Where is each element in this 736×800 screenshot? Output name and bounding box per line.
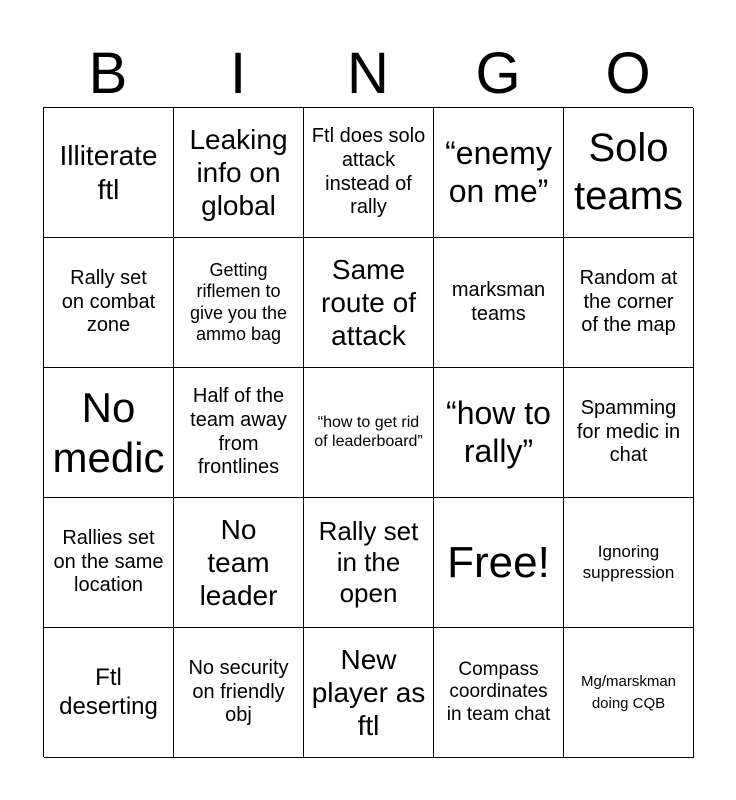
cell-text: Ftl does solo attack instead of rally bbox=[311, 125, 426, 219]
bingo-cell-r4c3[interactable] bbox=[304, 498, 434, 628]
cell-text: Same route of attack bbox=[321, 253, 416, 352]
bingo-cell-r1c5[interactable] bbox=[564, 108, 694, 238]
bingo-cell-r2c5[interactable] bbox=[564, 238, 694, 368]
cell-text: Free! bbox=[447, 537, 550, 587]
bingo-cell-r4c4[interactable] bbox=[434, 498, 564, 628]
bingo-cell-r4c2[interactable] bbox=[174, 498, 304, 628]
header-letter-n: N bbox=[347, 41, 389, 106]
cell-text: No team leader bbox=[199, 513, 278, 612]
cell-text: New player as ftl bbox=[311, 643, 426, 742]
bingo-cell-r3c5[interactable] bbox=[564, 368, 694, 498]
bingo-cell-r5c1[interactable] bbox=[44, 628, 174, 758]
bingo-cell-r4c1[interactable] bbox=[44, 498, 174, 628]
cell-text: Getting riflemen to give you the ammo bag bbox=[189, 260, 288, 344]
bingo-cell-r4c5[interactable] bbox=[564, 498, 694, 628]
cell-text: Rally set in the open bbox=[318, 516, 419, 608]
bingo-cell-r2c3[interactable] bbox=[304, 238, 434, 368]
cell-text: marksman teams bbox=[451, 278, 546, 325]
bingo-cell-r5c3[interactable] bbox=[304, 628, 434, 758]
cell-text: Illiterate ftl bbox=[59, 140, 158, 205]
cell-text: Random at the corner of the map bbox=[579, 267, 678, 337]
bingo-cell-r2c2[interactable] bbox=[174, 238, 304, 368]
bingo-cell-r2c4[interactable] bbox=[434, 238, 564, 368]
cell-text: Compass coordinates in team chat bbox=[446, 658, 551, 725]
cell-text: Solo teams bbox=[574, 126, 683, 218]
bingo-cell-r1c4[interactable] bbox=[434, 108, 564, 238]
bingo-cell-r5c5[interactable] bbox=[564, 628, 694, 758]
bingo-cell-r5c2[interactable] bbox=[174, 628, 304, 758]
cell-text: Rallies set on the same location bbox=[53, 527, 164, 597]
cell-text: Ftl deserting bbox=[59, 664, 158, 720]
bingo-header bbox=[43, 41, 693, 106]
cell-text: “enemy on me” bbox=[445, 134, 552, 209]
cell-text: Rally set on combat zone bbox=[61, 267, 156, 337]
cell-text: Leaking info on global bbox=[189, 123, 288, 222]
cell-text: “how to rally” bbox=[446, 394, 551, 469]
header-letter-g: G bbox=[475, 41, 521, 106]
cell-text: No medic bbox=[52, 383, 165, 481]
cell-text: Half of the team away from frontlines bbox=[190, 385, 287, 479]
bingo-cell-r3c1[interactable] bbox=[44, 368, 174, 498]
header-letter-o: O bbox=[605, 41, 651, 106]
bingo-cell-r2c1[interactable] bbox=[44, 238, 174, 368]
bingo-cell-r1c2[interactable] bbox=[174, 108, 304, 238]
bingo-cell-r5c4[interactable] bbox=[434, 628, 564, 758]
cell-text: Ignoring suppression bbox=[582, 542, 675, 582]
cell-text: Mg/marskman doing CQB bbox=[580, 672, 677, 712]
bingo-cell-r3c4[interactable] bbox=[434, 368, 564, 498]
cell-text: Spamming for medic in chat bbox=[576, 397, 681, 467]
bingo-board bbox=[43, 107, 693, 757]
bingo-cell-r3c3[interactable] bbox=[304, 368, 434, 498]
header-letter-i: I bbox=[229, 41, 247, 106]
bingo-cell-r3c2[interactable] bbox=[174, 368, 304, 498]
cell-text: “how to get rid of leaderboard” bbox=[314, 413, 423, 450]
cell-text: No security on friendly obj bbox=[188, 657, 289, 727]
header-letter-b: B bbox=[88, 41, 128, 106]
bingo-cell-r1c1[interactable] bbox=[44, 108, 174, 238]
bingo-cell-r1c3[interactable] bbox=[304, 108, 434, 238]
